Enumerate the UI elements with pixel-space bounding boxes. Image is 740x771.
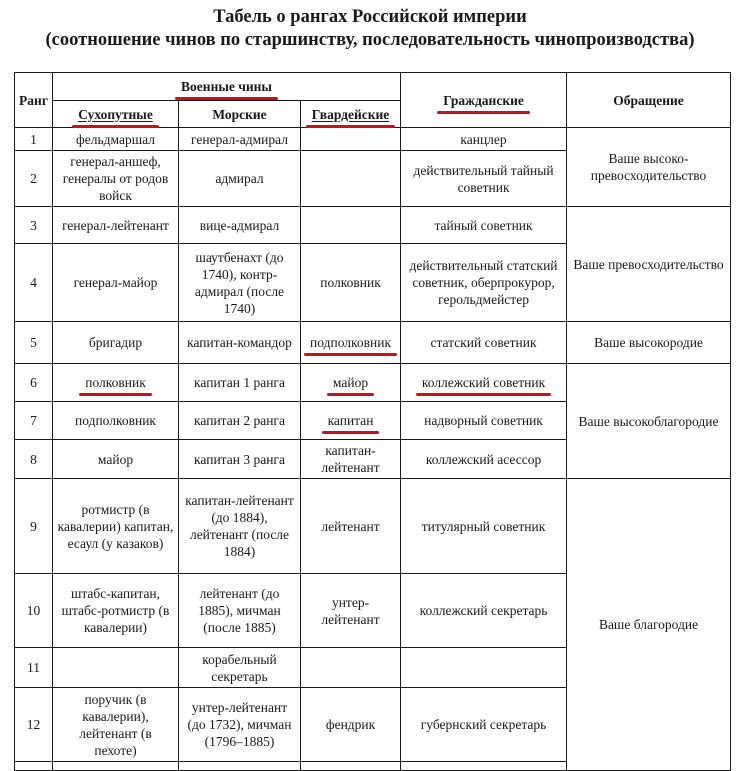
land-cell: генерал-лейтенант [53,207,179,244]
table-row [15,479,731,574]
address-cell: Ваше превосходительство [567,207,731,322]
page-title: Табель о рангах Российской империи [213,7,527,27]
table-row [15,207,731,244]
address-cell: Ваше благородие [567,479,731,771]
land-cell: бригадир [53,322,179,364]
civil-highlight: коллежский советник [421,375,546,390]
guards-header [301,101,401,128]
ranks-table [14,72,731,771]
guards-cell [301,402,401,440]
guards-cell: фендрик [301,688,401,762]
naval-cell: корабельный секретарь [179,648,301,688]
rank-cell: 3 [15,207,53,244]
guards-header-label: Гвардейские [311,106,390,122]
guards-highlight: майор [332,375,369,390]
land-cell: ротмистр (в кавалерии) капитан, есаул (у казаков) [53,479,179,574]
rank-header: Ранг [15,73,53,128]
civil-cell: канцлер [401,128,567,151]
naval-cell: капитан-лейтенант (до 1884), лейтенант (после 1884) [179,479,301,574]
land-cell: поручик (в кавалерии), лейтенант (в пехоте) [53,688,179,762]
rank-cell: 7 [15,402,53,440]
guards-cell [301,648,401,688]
military-header [53,73,401,101]
guards-highlight: подполковник [310,335,392,350]
naval-cell: вице-адмирал [179,207,301,244]
civil-header [401,73,567,128]
civil-cell: действительный статский советник, оберпрокурор, герольдмейстер [401,244,567,322]
land-cell: штабс-капитан, штабс-ротмистр (в кавалерии) [53,574,179,648]
land-cell [53,648,179,688]
rank-cell: 8 [15,440,53,479]
rank-cell: 6 [15,364,53,402]
rank-cell: 4 [15,244,53,322]
rank-cell: 5 [15,322,53,364]
rank-cell: 1 [15,128,53,151]
address-cell: Ваше высокородие [567,322,731,364]
military-header-label: Военные чины [181,79,272,94]
guards-cell: унтер-лейтенант [301,574,401,648]
address-header: Обращение [567,73,731,128]
civil-cell: коллежский секретарь [401,574,567,648]
civil-cell: коллежский асессор [401,440,567,479]
land-cell [53,364,179,402]
naval-cell: капитан 3 ранга [179,440,301,479]
guards-cell [301,322,401,364]
land-cell: генерал-майор [53,244,179,322]
naval-cell: адмирал [179,151,301,207]
civil-header-label: Гражданские [443,92,524,108]
guards-highlight: капитан [327,413,374,428]
naval-cell: капитан-командор [179,322,301,364]
rank-cell: 12 [15,688,53,762]
civil-cell: надворный советник [401,402,567,440]
table-row [15,128,731,151]
address-cell: Ваше высоко-превосходительство [567,128,731,207]
guards-cell: полковник [301,244,401,322]
naval-cell: капитан 2 ранга [179,402,301,440]
rank-cell: 10 [15,574,53,648]
land-cell: подполковник [53,402,179,440]
guards-cell [301,364,401,402]
civil-cell: статский советник [401,322,567,364]
civil-cell: тайный советник [401,207,567,244]
guards-cell [301,207,401,244]
table-row [15,364,731,402]
civil-cell [401,364,567,402]
table-row [15,322,731,364]
land-cell: фельдмаршал [53,128,179,151]
address-cell: Ваше высокоблагородие [567,364,731,479]
page-subtitle: (соотношение чинов по старшинству, последовательность чинопроизводства) [45,30,695,50]
civil-cell: титулярный советник [401,479,567,574]
land-header [53,101,179,128]
guards-cell [301,128,401,151]
naval-cell: капитан 1 ранга [179,364,301,402]
guards-cell: капитан-лейтенант [301,440,401,479]
naval-cell: лейтенант (до 1885), мичман (после 1885) [179,574,301,648]
land-highlight: полковник [85,375,146,390]
land-header-label: Сухопутные [78,106,153,122]
naval-cell: унтер-лейтенант (до 1732), мичман (1796–1885) [179,688,301,762]
civil-cell: губернский секретарь [401,688,567,762]
naval-cell: генерал-адмирал [179,128,301,151]
land-cell: майор [53,440,179,479]
guards-cell: лейтенант [301,479,401,574]
rank-cell: 9 [15,479,53,574]
guards-cell [301,151,401,207]
land-cell: генерал-аншеф, генералы от родов войск [53,151,179,207]
naval-cell: шаутбенахт (до 1740), контр-адмирал (после 1740) [179,244,301,322]
civil-cell: действительный тайный советник [401,151,567,207]
naval-header: Морские [179,101,301,128]
rank-cell: 11 [15,648,53,688]
civil-cell [401,648,567,688]
rank-cell: 2 [15,151,53,207]
